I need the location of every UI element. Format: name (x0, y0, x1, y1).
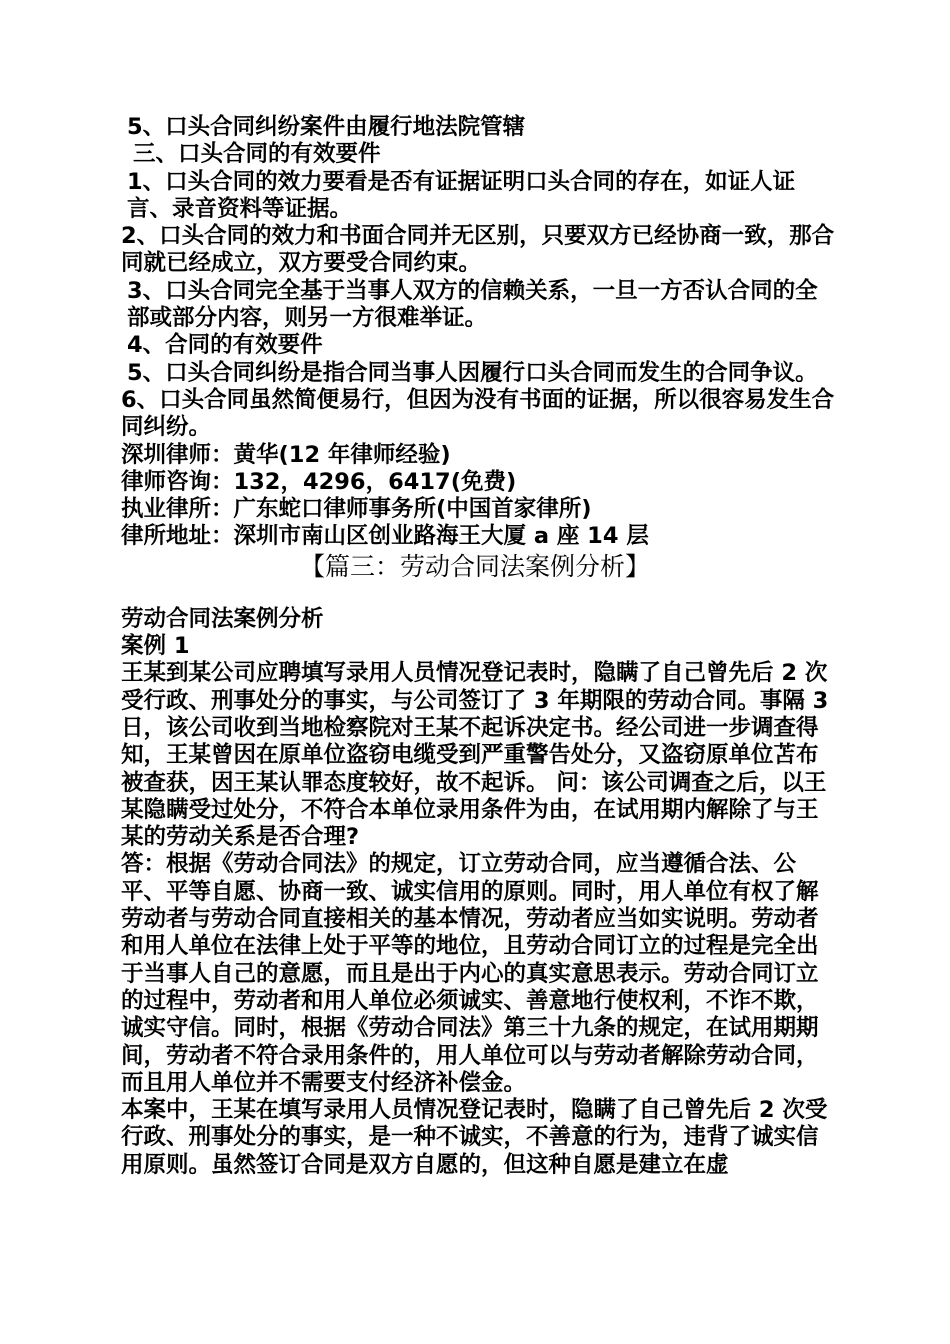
item-5-jurisdiction: 5、口头合同纠纷案件由履行地法院管辖 (127, 114, 526, 140)
lawyer-firm: 执业律所：广东蛇口律师事务所(中国首家律所) (121, 496, 592, 523)
item-4-requirements: 4、合同的有效要件 (127, 332, 323, 359)
answer-paragraph: 答：根据《劳动合同法》的规定，订立劳动合同，应当遵循合法、公平、平等自愿、协商一致、诚实信用的原则。同时，用人单位有权了解劳动者与劳动合同直接相关的基本情况，劳动者应当如实说明。劳动者和用人单位在法律上处于平等的地位，且劳动合同订立的过程是完全出于当事人自己的意愿，而且是出于内心的真实意思表示。劳动合同订立的过程中，劳动者和用人单位必须诚实、善意地行使权利，不诈不欺，诚实守信。同时，根据《劳动合同法》第三十九条的规定，在试用期期间，劳动者不符合录用条件的，用人单位可以与劳动者解除劳动合同，而且用人单位并不需要支付经济补偿金。 (121, 851, 819, 1096)
document-body (115, 114, 835, 1179)
lawyer-name: 深圳律师：黄华(12 年律师经验) (121, 441, 451, 468)
item-6-risk: 6、口头合同虽然简便易行，但因为没有书面的证据，所以很容易发生合同纠纷。 (121, 386, 835, 441)
item-2-effect: 2、口头合同的效力和书面合同并无区别，只要双方已经协商一致，那合同就已经成立，双方要受合同约束。 (121, 223, 835, 277)
item-5-dispute: 5、口头合同纠纷是指合同当事人因履行口头合同而发生的合同争议。 (127, 359, 818, 386)
lawyer-address: 律所地址：深圳市南山区创业路海王大厦 a 座 14 层 (121, 523, 649, 550)
section-three-heading: 【篇三：劳动合同法案例分析】 (299, 551, 650, 581)
lawyer-phone: 律师咨询：132，4296，6417(免费) (121, 468, 517, 495)
case-analysis-title: 劳动合同法案例分析 (121, 605, 324, 632)
item-3-trust: 3、口头合同完全基于当事人双方的信赖关系，一旦一方否认合同的全部或部分内容，则另一方很难举证。 (127, 277, 818, 332)
section-heading-validity: 三、口头合同的有效要件 (133, 141, 381, 168)
case-conclusion-paragraph: 本案中，王某在填写录用人员情况登记表时，隐瞒了自己曾先后 2 次受行政、刑事处分的事实，是一种不诚实，不善意的行为，违背了诚实信用原则。虽然签订合同是双方自愿的，但这种自愿是建立在虚 (121, 1097, 828, 1178)
case-facts-paragraph: 王某到某公司应聘填写录用人员情况登记表时，隐瞒了自己曾先后 2 次受行政、刑事处分的事实，与公司签订了 3 年期限的劳动合同。事隔 3 日，该公司收到当地检察院对王某不起诉决定书。经公司进一步调查得知，王某曾因在原单位盗窃电缆受到严重警告处分，又盗窃原单位苫布被查获，因王某认罪态度较好，故不起诉。 问：该公司调查之后，以王某隐瞒受过处分，不符合本单位录用条件为由，在试用期内解除了与王某的劳动关系是否合理? (121, 660, 829, 851)
item-1-evidence: 1、口头合同的效力要看是否有证据证明口头合同的存在，如证人证言、录音资料等证据。 (127, 168, 796, 222)
case-label: 案例 1 (121, 633, 190, 660)
